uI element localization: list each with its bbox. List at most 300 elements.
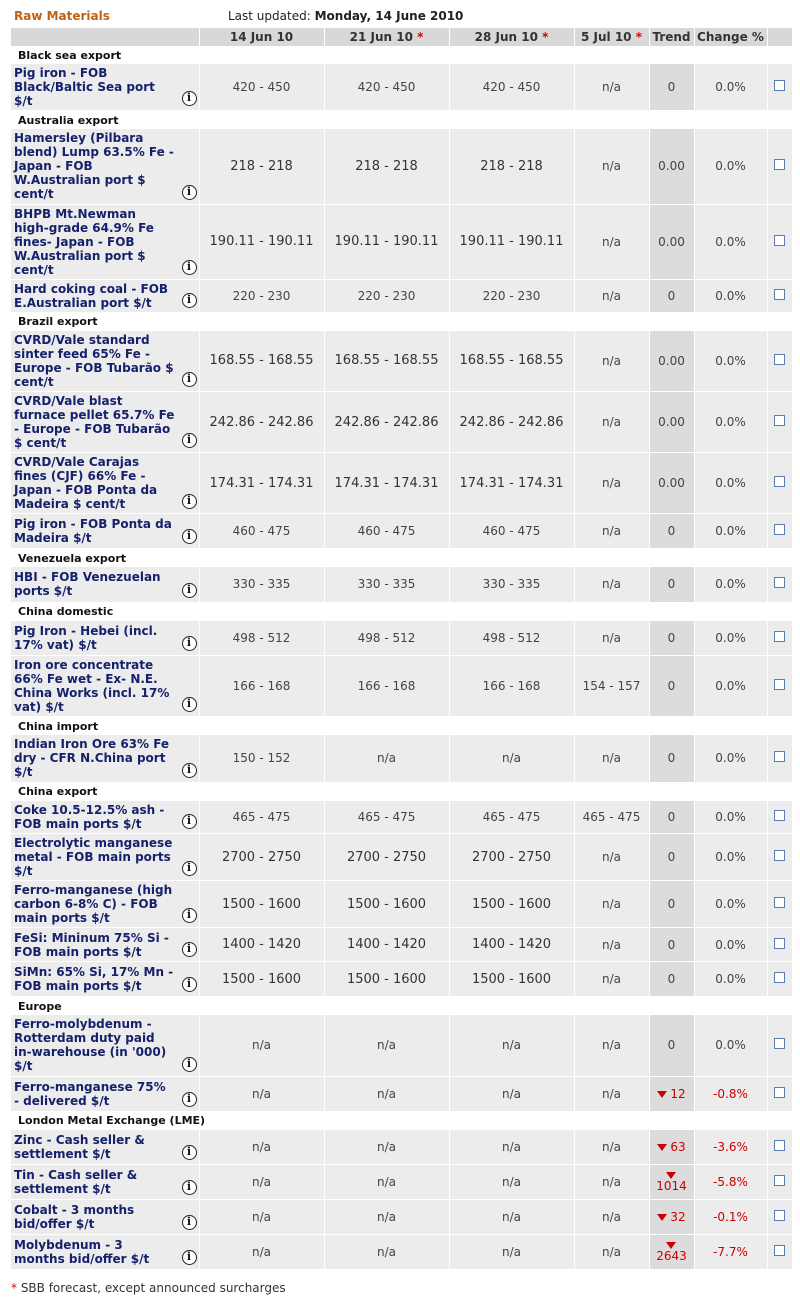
select-cell [767, 1165, 792, 1200]
price-cell: n/a [574, 453, 649, 514]
info-icon[interactable]: i [182, 372, 197, 387]
price-cell: 168.55 - 168.55 [324, 331, 449, 392]
commodity-name: Tin - Cash seller & settlement $/t [14, 1168, 138, 1196]
trend-down-icon [657, 1144, 667, 1151]
select-cell [767, 621, 792, 656]
price-cell: n/a [574, 279, 649, 312]
change-cell: 0.0% [694, 514, 767, 549]
last-updated-value: Monday, 14 June 2010 [314, 9, 464, 23]
price-cell: 460 - 475 [199, 514, 324, 549]
trend-cell [649, 204, 694, 279]
trend-cell [649, 331, 694, 392]
price-cell: 1400 - 1420 [449, 928, 574, 962]
change-cell: 0.0% [694, 129, 767, 204]
last-updated-label: Last updated: [228, 9, 311, 23]
table-row [11, 392, 792, 453]
price-cell: n/a [574, 1130, 649, 1165]
trend-value: 0.00 [658, 476, 685, 490]
price-cell: 1500 - 1600 [324, 962, 449, 997]
change-cell: 0.0% [694, 656, 767, 717]
select-checkbox[interactable] [774, 524, 785, 535]
trend-cell [649, 1165, 694, 1200]
table-row [11, 834, 792, 881]
info-icon[interactable]: i [182, 494, 197, 509]
price-cell: 1500 - 1600 [324, 881, 449, 928]
select-cell [767, 834, 792, 881]
commodity-name: FeSi: Mininum 75% Si - FOB main ports $/t [14, 930, 169, 959]
price-cell: n/a [574, 962, 649, 997]
price-cell: n/a [449, 1130, 574, 1165]
trend-value: 0 [667, 850, 676, 864]
price-cell: 174.31 - 174.31 [449, 453, 574, 514]
info-icon[interactable]: i [182, 697, 197, 712]
commodity-name-cell [11, 1076, 199, 1111]
price-cell: 2700 - 2750 [449, 834, 574, 881]
price-cell: 420 - 450 [324, 64, 449, 111]
commodity-name-cell [11, 204, 199, 279]
trend-value-wrap [656, 1172, 687, 1192]
select-cell [767, 392, 792, 453]
price-cell: n/a [449, 1235, 574, 1270]
commodity-name-cell [11, 453, 199, 514]
price-cell: 242.86 - 242.86 [324, 392, 449, 453]
select-checkbox[interactable] [774, 80, 785, 91]
trend-cell [649, 834, 694, 881]
info-icon[interactable]: i [182, 260, 197, 275]
change-cell: 0.0% [694, 279, 767, 312]
commodity-name-cell [11, 331, 199, 392]
commodity-name-cell [11, 129, 199, 204]
commodity-name-cell [11, 1015, 199, 1076]
price-cell: n/a [574, 392, 649, 453]
price-cell: n/a [324, 1076, 449, 1111]
price-cell: n/a [574, 1165, 649, 1200]
change-cell: 0.0% [694, 453, 767, 514]
commodity-name: Iron ore concentrate 66% Fe wet - Ex- N.E. China Works (incl. 17% vat) $/t [14, 658, 170, 714]
commodity-name: Pig Iron - Hebei (incl. 17% vat) $/t [14, 623, 158, 652]
price-cell: n/a [449, 1076, 574, 1111]
trend-value: 0.00 [658, 415, 685, 429]
commodity-name: CVRD/Vale standard sinter feed 65% Fe - Europe - FOB Tubarão $ cent/t [14, 332, 174, 389]
price-cell: 168.55 - 168.55 [199, 331, 324, 392]
price-cell: 220 - 230 [324, 279, 449, 312]
group-title: China domestic [11, 602, 792, 621]
table-row [11, 1200, 792, 1235]
commodity-name: Hard coking coal - FOB E.Australian port $/t [14, 281, 169, 310]
select-checkbox[interactable] [774, 1087, 785, 1098]
commodity-name-cell [11, 962, 199, 997]
select-cell [767, 331, 792, 392]
change-cell: 0.0% [694, 331, 767, 392]
price-cell: n/a [449, 735, 574, 782]
price-cell: n/a [574, 881, 649, 928]
price-cell: n/a [574, 1200, 649, 1235]
forecast-star: * [635, 30, 642, 44]
table-row [11, 1130, 792, 1165]
trend-cell [649, 1076, 694, 1111]
trend-cell [649, 928, 694, 962]
table-row [11, 621, 792, 656]
commodity-name-cell [11, 64, 199, 111]
price-cell: 218 - 218 [199, 129, 324, 204]
trend-value: 0 [667, 809, 676, 824]
price-cell: n/a [574, 1235, 649, 1270]
table-row [11, 656, 792, 717]
price-cell: n/a [199, 1130, 324, 1165]
select-cell [767, 881, 792, 928]
trend-value: 0 [667, 524, 676, 538]
section-title: Raw Materials [14, 9, 110, 23]
price-cell: 2700 - 2750 [199, 834, 324, 881]
last-updated [228, 9, 463, 23]
header-select [767, 28, 792, 46]
trend-cell [649, 64, 694, 111]
info-icon[interactable]: i [182, 1145, 197, 1160]
select-cell [767, 279, 792, 312]
commodity-name-cell [11, 392, 199, 453]
info-icon[interactable]: i [182, 977, 197, 992]
price-cell: 420 - 450 [449, 64, 574, 111]
table-row [11, 881, 792, 928]
change-cell: -0.8% [694, 1076, 767, 1111]
price-cell: n/a [574, 331, 649, 392]
price-cell: n/a [199, 1235, 324, 1270]
commodity-name: SiMn: 65% Si, 17% Mn - FOB main ports $/t [14, 965, 174, 993]
table-row [11, 928, 792, 962]
select-checkbox[interactable] [774, 1140, 785, 1151]
select-cell [767, 656, 792, 717]
table-row [11, 331, 792, 392]
price-cell: n/a [574, 1076, 649, 1111]
commodity-name-cell [11, 801, 199, 834]
price-cell: 154 - 157 [574, 656, 649, 717]
select-checkbox[interactable] [774, 235, 785, 246]
footnote-text: SBB forecast, except announced surcharges [17, 1281, 286, 1295]
table-row [11, 279, 792, 312]
table-row [11, 453, 792, 514]
commodity-name: CVRD/Vale blast furnace pellet 65.7% Fe - Europe - FOB Tubarão $ cent/t [14, 394, 175, 450]
trend-cell [649, 392, 694, 453]
price-cell: n/a [574, 621, 649, 656]
commodity-name: Electrolytic manganese metal - FOB main ports $/t [14, 836, 173, 878]
commodity-name: CVRD/Vale Carajas fines (CJF) 66% Fe - Japan - FOB Ponta da Madeira $ cent/t [14, 455, 158, 511]
commodity-name: Cobalt - 3 months bid/offer $/t [14, 1203, 135, 1231]
price-cell: n/a [324, 1165, 449, 1200]
select-cell [767, 1200, 792, 1235]
select-checkbox[interactable] [774, 938, 785, 949]
price-cell: n/a [574, 735, 649, 782]
table-row [11, 735, 792, 782]
group-title: London Metal Exchange (LME) [11, 1111, 792, 1130]
price-cell: n/a [574, 514, 649, 549]
group-title: Black sea export [11, 46, 792, 64]
trend-cell [649, 881, 694, 928]
trend-value: 63 [670, 1139, 686, 1154]
price-cell: n/a [199, 1200, 324, 1235]
trend-down-icon [666, 1172, 676, 1179]
header-date-1: 14 Jun 10 [229, 30, 294, 44]
table-row [11, 1235, 792, 1270]
select-checkbox[interactable] [774, 289, 785, 300]
commodity-name-cell [11, 834, 199, 881]
change-cell: -3.6% [694, 1130, 767, 1165]
select-checkbox[interactable] [774, 1245, 785, 1256]
group-row [11, 997, 792, 1016]
table-row [11, 1165, 792, 1200]
trend-value: 32 [670, 1210, 686, 1224]
info-icon[interactable]: i [182, 1180, 197, 1195]
change-cell: 0.0% [694, 392, 767, 453]
trend-cell [649, 279, 694, 312]
table-row [11, 801, 792, 834]
info-icon[interactable]: i [182, 293, 197, 308]
header-col-21jun [324, 28, 449, 46]
group-title: China import [11, 717, 792, 736]
change-cell: 0.0% [694, 962, 767, 997]
group-row [11, 782, 792, 801]
commodity-name: Pig iron - FOB Ponta da Madeira $/t [14, 517, 172, 545]
table-body [11, 46, 792, 1270]
select-checkbox[interactable] [774, 354, 785, 365]
forecast-star: * [417, 30, 424, 44]
trend-cell [649, 1130, 694, 1165]
info-icon[interactable]: i [182, 1057, 197, 1072]
trend-cell [649, 656, 694, 717]
price-cell: 330 - 335 [199, 567, 324, 602]
info-icon[interactable]: i [182, 1250, 197, 1265]
trend-cell [649, 1015, 694, 1076]
info-icon[interactable]: i [182, 1092, 197, 1107]
change-cell: 0.0% [694, 1015, 767, 1076]
select-checkbox[interactable] [774, 415, 785, 426]
group-row [11, 602, 792, 621]
info-icon[interactable]: i [182, 908, 197, 923]
header-date-4: 5 Jul 10 [581, 30, 632, 44]
commodity-name: Ferro-manganese (high carbon 6-8% C) - FOB main ports $/t [14, 883, 173, 925]
commodity-name-cell [11, 1235, 199, 1270]
price-cell: 242.86 - 242.86 [449, 392, 574, 453]
change-cell: 0.0% [694, 621, 767, 656]
price-cell: 242.86 - 242.86 [199, 392, 324, 453]
change-cell: 0.0% [694, 567, 767, 602]
price-cell: 220 - 230 [449, 279, 574, 312]
trend-value: 0.00 [658, 353, 685, 368]
price-cell: 174.31 - 174.31 [324, 453, 449, 514]
price-cell: 1500 - 1600 [199, 962, 324, 997]
select-cell [767, 1235, 792, 1270]
group-row [11, 111, 792, 130]
select-cell [767, 1015, 792, 1076]
group-row [11, 717, 792, 736]
change-cell: -7.7% [694, 1235, 767, 1270]
select-checkbox[interactable] [774, 850, 785, 861]
commodity-name: Hamersley (Pilbara blend) Lump 63.5% Fe - Japan - FOB W.Australian port $ cent/t [14, 131, 174, 202]
trend-value: 1014 [656, 1178, 687, 1193]
commodity-name: Ferro-manganese 75% - delivered $/t [14, 1079, 166, 1108]
price-cell: 190.11 - 190.11 [449, 204, 574, 279]
info-icon[interactable]: i [182, 529, 197, 544]
group-row [11, 549, 792, 568]
price-cell: 465 - 475 [324, 801, 449, 834]
info-icon[interactable]: i [182, 91, 197, 106]
header-date-2: 21 Jun 10 [349, 30, 413, 44]
table-row [11, 64, 792, 111]
select-checkbox[interactable] [774, 810, 785, 821]
commodity-name: Zinc - Cash seller & settlement $/t [14, 1132, 145, 1161]
price-cell: n/a [574, 567, 649, 602]
trend-cell [649, 129, 694, 204]
select-cell [767, 801, 792, 834]
info-icon[interactable]: i [182, 583, 197, 598]
change-cell: 0.0% [694, 64, 767, 111]
change-cell: -0.1% [694, 1200, 767, 1235]
commodity-name-cell [11, 1165, 199, 1200]
select-checkbox[interactable] [774, 679, 785, 690]
commodity-name-cell [11, 735, 199, 782]
footnote-star: * [11, 1281, 17, 1295]
trend-value: 0 [667, 972, 676, 986]
info-icon[interactable]: i [182, 1215, 197, 1230]
trend-value: 0 [667, 630, 676, 645]
select-checkbox[interactable] [774, 751, 785, 762]
header-trend-label: Trend [652, 30, 691, 44]
price-cell: 174.31 - 174.31 [199, 453, 324, 514]
trend-value: 2643 [656, 1248, 687, 1263]
price-cell: 166 - 168 [199, 656, 324, 717]
trend-down-icon [666, 1242, 676, 1249]
header-change-label: Change % [697, 30, 764, 44]
select-cell [767, 567, 792, 602]
trend-value: 0 [667, 288, 676, 303]
group-title: Europe [11, 997, 792, 1016]
price-cell: n/a [199, 1015, 324, 1076]
table-row [11, 514, 792, 549]
select-checkbox[interactable] [774, 631, 785, 642]
trend-cell [649, 1235, 694, 1270]
price-cell: n/a [574, 129, 649, 204]
group-row [11, 46, 792, 64]
select-cell [767, 928, 792, 962]
select-checkbox[interactable] [774, 897, 785, 908]
price-cell: 498 - 512 [449, 621, 574, 656]
change-cell: 0.0% [694, 204, 767, 279]
header-col-5jul [574, 28, 649, 46]
trend-cell [649, 962, 694, 997]
select-cell [767, 453, 792, 514]
change-cell: 0.0% [694, 881, 767, 928]
table-row [11, 204, 792, 279]
price-cell: n/a [324, 1130, 449, 1165]
commodity-name-cell [11, 279, 199, 312]
change-cell: -5.8% [694, 1165, 767, 1200]
price-cell: 220 - 230 [199, 279, 324, 312]
trend-value: 0 [667, 80, 676, 94]
commodity-name-cell [11, 567, 199, 602]
trend-value-wrap [656, 1242, 687, 1262]
footnote [11, 1281, 286, 1295]
trend-value: 0 [667, 751, 676, 766]
trend-value: 0 [667, 1038, 676, 1053]
trend-value: 0.00 [658, 234, 685, 249]
commodity-name-cell [11, 928, 199, 962]
price-cell: 2700 - 2750 [324, 834, 449, 881]
trend-value: 0 [667, 897, 676, 911]
price-cell: 498 - 512 [199, 621, 324, 656]
price-cell: 460 - 475 [324, 514, 449, 549]
commodity-name-cell [11, 514, 199, 549]
select-checkbox[interactable] [774, 577, 785, 588]
price-cell: n/a [324, 1200, 449, 1235]
select-cell [767, 1076, 792, 1111]
header-col-14jun [199, 28, 324, 46]
price-cell: 190.11 - 190.11 [324, 204, 449, 279]
select-checkbox[interactable] [774, 1175, 785, 1186]
price-cell: 420 - 450 [199, 64, 324, 111]
price-cell: 460 - 475 [449, 514, 574, 549]
select-checkbox[interactable] [774, 1038, 785, 1049]
price-cell: n/a [449, 1165, 574, 1200]
price-cell: 465 - 475 [574, 801, 649, 834]
info-icon[interactable]: i [182, 763, 197, 778]
price-cell: 166 - 168 [449, 656, 574, 717]
group-title: Australia export [11, 111, 792, 130]
price-cell: 1500 - 1600 [449, 881, 574, 928]
header-date-3: 28 Jun 10 [474, 30, 538, 44]
info-icon[interactable]: i [182, 636, 197, 651]
info-icon[interactable]: i [182, 185, 197, 200]
price-cell: n/a [199, 1076, 324, 1111]
select-checkbox[interactable] [774, 1210, 785, 1221]
price-cell: 330 - 335 [449, 567, 574, 602]
select-cell [767, 64, 792, 111]
commodity-name: Pig iron - FOB Black/Baltic Sea port $/t [14, 66, 155, 108]
trend-down-icon [657, 1091, 667, 1098]
price-cell: n/a [324, 735, 449, 782]
info-icon[interactable]: i [182, 861, 197, 876]
commodity-name-cell [11, 1130, 199, 1165]
trend-cell [649, 735, 694, 782]
info-icon[interactable]: i [182, 433, 197, 448]
trend-cell [649, 801, 694, 834]
trend-value: 12 [670, 1086, 686, 1101]
price-cell: 1400 - 1420 [324, 928, 449, 962]
price-cell: 330 - 335 [324, 567, 449, 602]
group-row [11, 312, 792, 331]
trend-down-icon [657, 1214, 667, 1221]
select-cell [767, 204, 792, 279]
trend-cell [649, 514, 694, 549]
commodity-name: Ferro-molybdenum - Rotterdam duty paid in-warehouse (in '000) $/t [14, 1017, 167, 1074]
select-cell [767, 1130, 792, 1165]
select-checkbox[interactable] [774, 476, 785, 487]
info-icon[interactable]: i [182, 942, 197, 957]
group-title: Venezuela export [11, 549, 792, 568]
price-cell: 465 - 475 [449, 801, 574, 834]
commodity-name-cell [11, 621, 199, 656]
table-row [11, 962, 792, 997]
price-cell: 168.55 - 168.55 [449, 331, 574, 392]
price-cell: 190.11 - 190.11 [199, 204, 324, 279]
trend-value: 0 [667, 937, 676, 952]
table-row [11, 129, 792, 204]
price-cell: 1400 - 1420 [199, 928, 324, 962]
group-title: Brazil export [11, 312, 792, 331]
commodity-name: Indian Iron Ore 63% Fe dry - CFR N.China port $/t [14, 737, 170, 780]
info-icon[interactable]: i [182, 814, 197, 829]
select-checkbox[interactable] [774, 159, 785, 170]
table-header-row [11, 28, 792, 46]
select-checkbox[interactable] [774, 972, 785, 983]
